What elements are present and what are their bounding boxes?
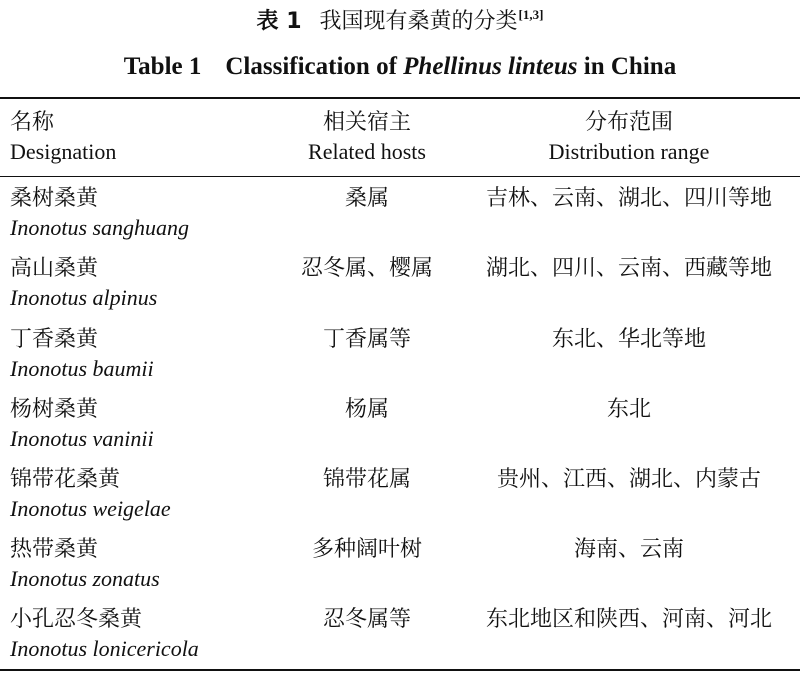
table-row-hosts: 多种阔叶树 [311,537,422,562]
table-header-rule [0,176,800,177]
table-title-chinese: 我国现有桑黄的分类 [319,9,518,34]
table-row-hosts: 锦带花属 [322,467,411,492]
table-row-range: 吉林、云南、湖北、四川等地 [485,186,772,211]
species-name-latin: Inonotus alpinus [10,285,158,310]
header-range [470,108,788,166]
table-row-range: 东北、华北等地 [551,327,706,352]
table-row-name [10,605,199,663]
species-name-zh: 杨树桑黄 [10,397,99,422]
species-name-latin: Inonotus baumii [10,356,154,381]
species-name-latin: Inonotus lonicericola [10,636,199,661]
species-name-latin: Inonotus vaninii [10,426,154,451]
table-row-range: 东北地区和陕西、河南、河北 [485,607,772,632]
table-row-name [10,465,171,523]
header-name-en: Designation [10,139,117,164]
table-number-english: Table 1 [123,53,202,80]
table-row-name [10,184,189,242]
table-title-english-suffix: in China [583,53,677,80]
table-row-range: 海南、云南 [573,537,684,562]
species-name-latin: Inonotus zonatus [10,566,160,591]
species-name-zh: 热带桑黄 [10,537,99,562]
table-row-range: 东北 [606,397,651,422]
species-name-zh: 丁香桑黄 [10,327,99,352]
table-number-chinese: 表 1 [256,9,302,34]
header-name-zh: 名称 [10,110,55,135]
table-row-name [10,535,160,593]
species-name-latin: Inonotus sanghuang [10,215,190,240]
table-row-hosts: 忍冬属、樱属 [300,256,433,281]
header-hosts-zh: 相关宿主 [322,110,411,135]
species-name-zh: 小孔忍冬桑黄 [10,607,143,632]
table-bottom-rule [0,669,800,671]
table-caption-chinese [0,7,800,37]
table-caption-english [0,50,800,84]
header-name [10,108,116,166]
header-range-en: Distribution range [548,139,710,164]
header-hosts [262,108,472,166]
table-row-hosts: 丁香属等 [322,327,411,352]
table-row-name [10,325,154,383]
table-row-hosts: 忍冬属等 [322,607,411,632]
table-row-range: 贵州、江西、湖北、内蒙古 [496,467,761,492]
table-row-hosts: 杨属 [344,397,389,422]
table-row-name [10,395,154,453]
table-row-name [10,254,157,312]
table-top-rule [0,97,800,99]
table-row-hosts: 桑属 [344,186,389,211]
table-title-species: Phellinus linteus [403,53,578,80]
citation-reference: [1,3] [518,7,544,22]
species-name-zh: 桑树桑黄 [10,186,99,211]
table-title-english-prefix: Classification of [225,53,397,80]
species-name-zh: 高山桑黄 [10,256,99,281]
header-range-zh: 分布范围 [584,110,673,135]
table-row-range: 湖北、四川、云南、西藏等地 [485,256,772,281]
header-hosts-en: Related hosts [308,139,426,164]
species-name-latin: Inonotus weigelae [10,496,171,521]
species-name-zh: 锦带花桑黄 [10,467,121,492]
